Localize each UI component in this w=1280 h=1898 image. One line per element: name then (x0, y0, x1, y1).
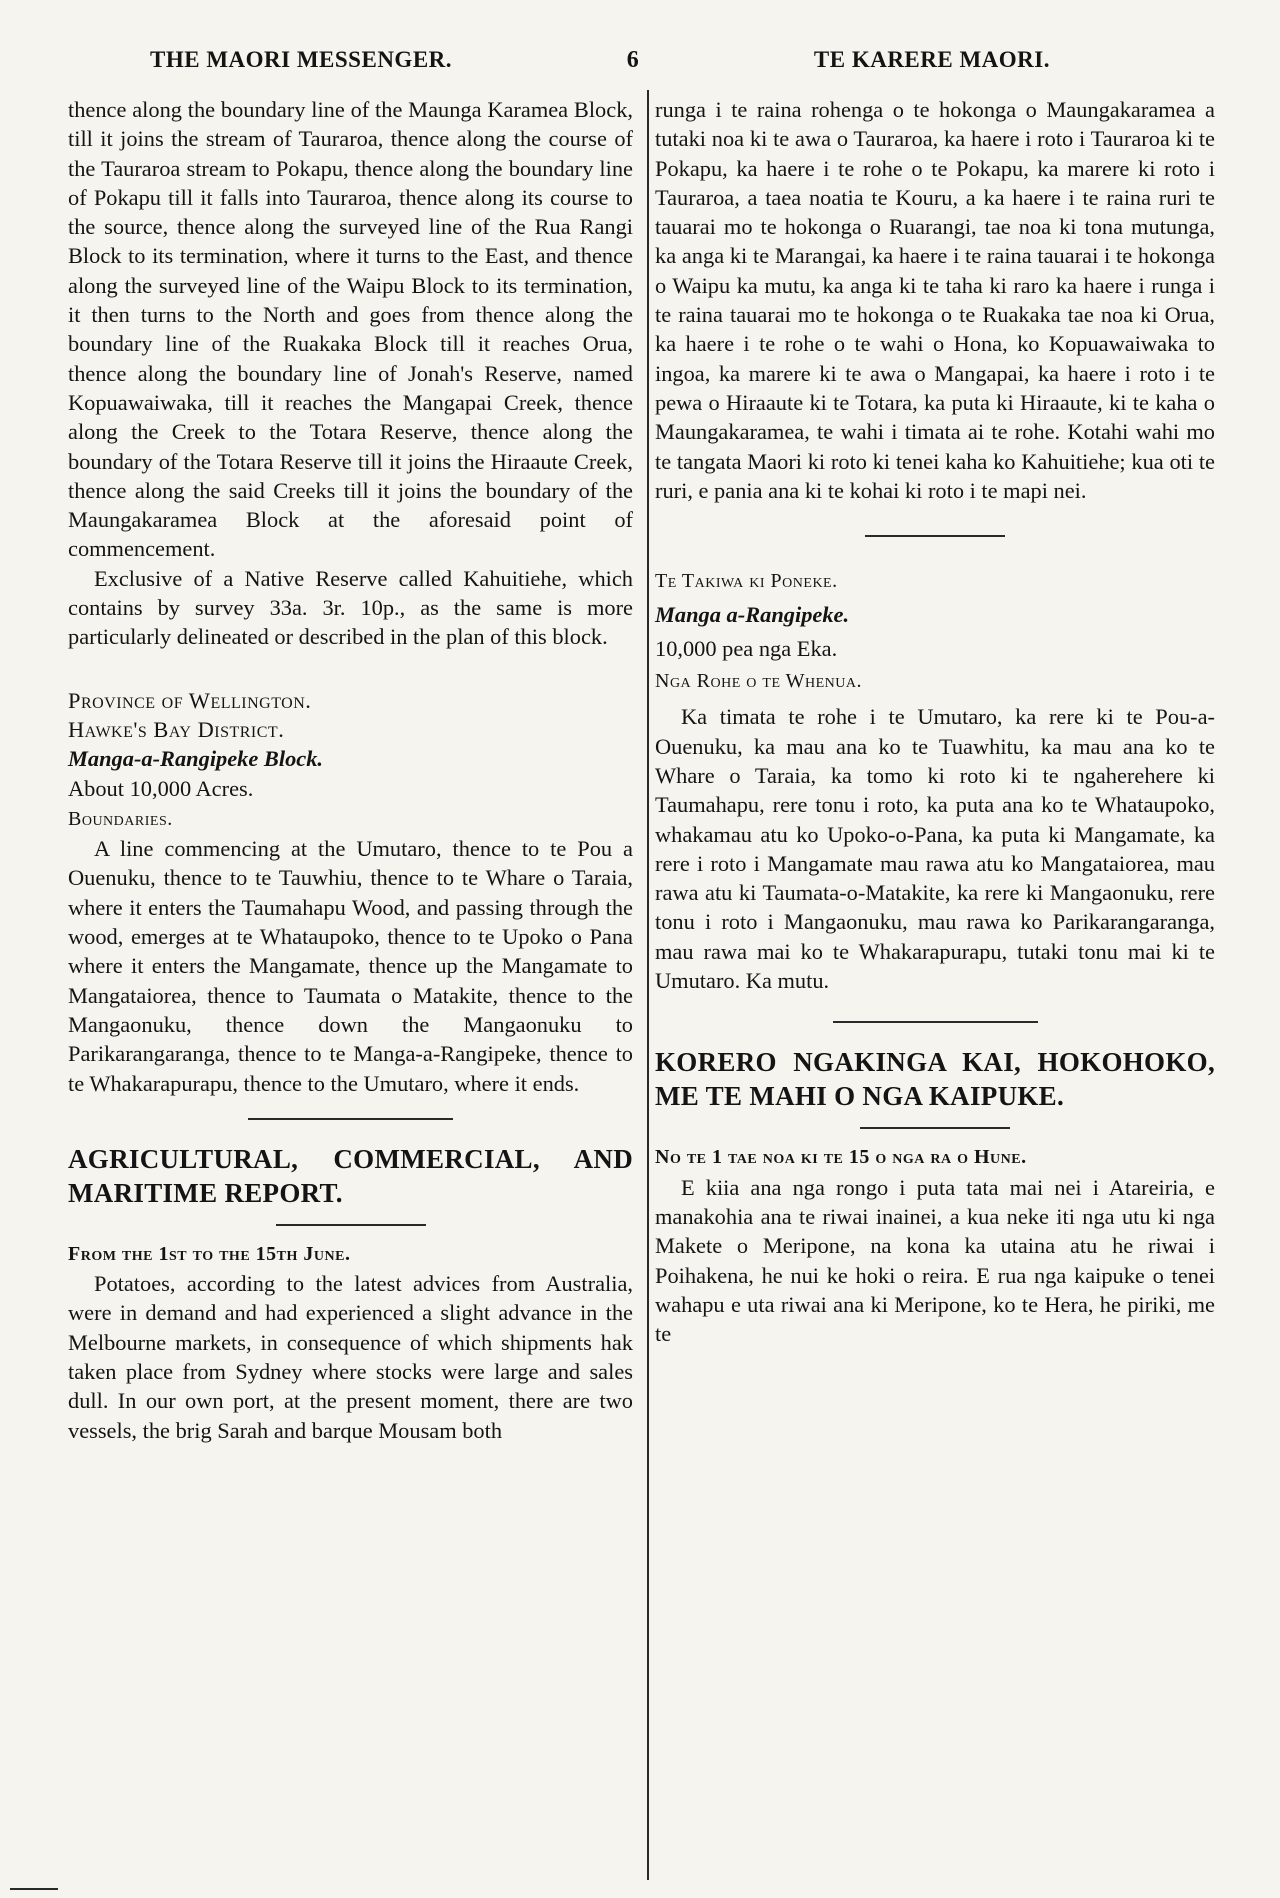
section-rule (248, 1118, 453, 1120)
rohe-paragraph: Ka timata te rohe i te Umutaro, ka rere ki te Pou-a-Ouenuku, ka mau ana ko te Tuawhitu, ka mau ana ko te Whare o Taraia, ka tomo ki roto ki te ngaherehere ki Taumahapu, rere tonu i roto, ka puta ana ko te Whataupoko, whakamau atu ko Upoko-o-Pana, ka puta ki Mangamate, ka rere i roto i Mangamate mau rawa atu ko Mangataiorea, mau rawa atu ki Taumata-o-Matakite, ka rere ki Mangaonuku, rere tonu i roto i Mangaonuku, mau rawa ko Parikarangaranga, mau rawa mai ko te Whakarapurapu, tutaki tonu mai ki te Umutaro. Ka mutu. (655, 704, 1215, 994)
english-column (68, 95, 633, 1445)
heading-rule (860, 1127, 1010, 1129)
page-edge-mark (10, 1888, 58, 1890)
report-dates-maori: No te 1 tae noa ki te 15 o nga ra o Hune. (655, 1146, 1027, 1169)
acreage-heading: About 10,000 Acres. (68, 775, 254, 801)
boundaries-heading: Boundaries. (68, 807, 173, 830)
report-paragraph: Potatoes, according to the latest advices from Australia, were in demand and had experienced a slight advance in the Melbourne markets, in consequence of which shipments hak taken place from Sydney where stocks were large and sales dull. In our own port, at the present moment, there are two vessels, the brig Sarah and barque Mousam both (68, 1271, 633, 1443)
rohe-continuation-paragraph: runga i te raina rohenga o te hokonga o Maungakaramea a tutaki noa ki te awa o Tauraroa, ka haere i roto i Tauraroa ki te Pokapu, ka haere i te rohe o te Pokapu, ka marere ki roto i Tauraroa, a taea noatia te Kouru, a ka haere i te raina ruri te tauarai mo te hokonga o Ruarangi, tae noa ki tona mutunga, ka anga ki te Marangai, ka haere i te raina tauarai i te hokonga o Waipu ka mutu, ka anga ki te taha ki raro ka haere i runga i te raina tauarai mo te hokonga o te Ruakaka tae noa ki Orua, ka haere i te rohe o te wahi o Hona, ko Kopuawaiwaka to ingoa, ka marere ki te awa o Mangapai, ka haere i roto i te pewa o Hiraaute ki te Totara, ka puta ki Hiraaute, ki te kaha o Maungakaramea, te wahi i timata ai te rohe. Kotahi wahi mo te tangata Maori ki roto ki tenei kaha ko Kahuitiehe; kua oti te ruri, e pania ana ki te kohai ki roto i te mapi nei. (655, 97, 1215, 503)
masthead-maori-title: TE KARERE MAORI. (813, 47, 1050, 72)
page-number: 6 (626, 46, 640, 73)
section-rule (833, 1021, 1038, 1023)
report-dates: From the 1st to the 15th June. (68, 1242, 351, 1265)
takiwa-heading: Te Takiwa ki Poneke. (655, 570, 838, 593)
boundaries-paragraph: A line commencing at the Umutaro, thence to te Pou a Ouenuku, thence to te Tauwhiu, thence to te Whare o Taraia, where it enters the Taumahapu Wood, and passing through the wood, emerges at te Whataupoko, thence to te Upoko o Pana where it enters the Mangamate, thence up the Mangamate to Mangataiorea, thence to Taumata o Matakite, thence to the Mangaonuku, thence down the Mangaonuku to Parikarangaranga, thence to te Manga-a-Rangipeke, thence to te Whakarapurapu, thence to the Umutaro, where it ends. (68, 836, 633, 1096)
masthead (150, 40, 1050, 80)
report-paragraph-maori: E kiia ana nga rongo i puta tata mai nei i Atareiria, e manakohia ana te riwai inainei, a kua neke iti nga utu ki nga Makete o Meripone, na kona ka utaina atu he riwai i Poihakena, he nui ke hoki o reira. E rua nga kaipuke o tenei wahapu e uta riwai ana ki Meripone, ko te Hera, he piriki, me te (655, 1174, 1215, 1347)
rohe-heading: Nga Rohe o te Whenua. (655, 670, 862, 693)
block-name-heading: Manga-a-Rangipeke Block. (68, 746, 323, 772)
column-divider (647, 90, 649, 1880)
province-heading: Province of Wellington. (68, 687, 312, 713)
block-name-heading-maori: Manga a-Rangipeke. (655, 602, 850, 628)
report-heading: AGRICULTURAL, COMMERCIAL, AND MARITIME REPORT. (68, 1143, 633, 1208)
boundary-continuation-paragraph: thence along the boundary line of the Maunga Karamea Block, till it joins the stream of Tauraroa, thence along the course of the Tauraroa stream to Pokapu, thence along the boundary line of Pokapu till it falls into Tauraroa, thence along its course to the source, thence along the surveyed line of the Rua Rangi Block to its termination, where it turns to the East, and thence along the surveyed line of the Waipu Block to its termination, it then turns to the North and goes from thence along the boundary line of the Ruakaka Block till it reaches Orua, thence along the boundary line of Jonah's Reserve, named Kopuawaiwaka, till it reaches the Mangapai Creek, thence along the Creek to the Totara Reserve, thence along the boundary of the Totara Reserve till it joins the Hiraaute Creek, thence along the said Creeks till it joins the boundary of the Maungakaramea Block at the aforesaid point of commencement. (68, 97, 633, 562)
native-reserve-paragraph: Exclusive of a Native Reserve called Kahuitiehe, which contains by survey 33a. 3r. 10p., as the same is more particularly delineated or described in the plan of this block. (68, 565, 633, 650)
maori-column (655, 95, 1215, 1348)
acreage-heading-maori: 10,000 pea nga Eka. (655, 635, 838, 661)
heading-rule (276, 1224, 426, 1226)
masthead-english-title: THE MAORI MESSENGER. (150, 47, 453, 72)
report-heading-maori: KORERO NGAKINGA KAI, HOKOHOKO, ME TE MAHI O NGA KAIPUKE. (655, 1047, 1215, 1112)
section-rule (865, 535, 1005, 537)
district-heading: Hawke's Bay District. (68, 716, 285, 742)
